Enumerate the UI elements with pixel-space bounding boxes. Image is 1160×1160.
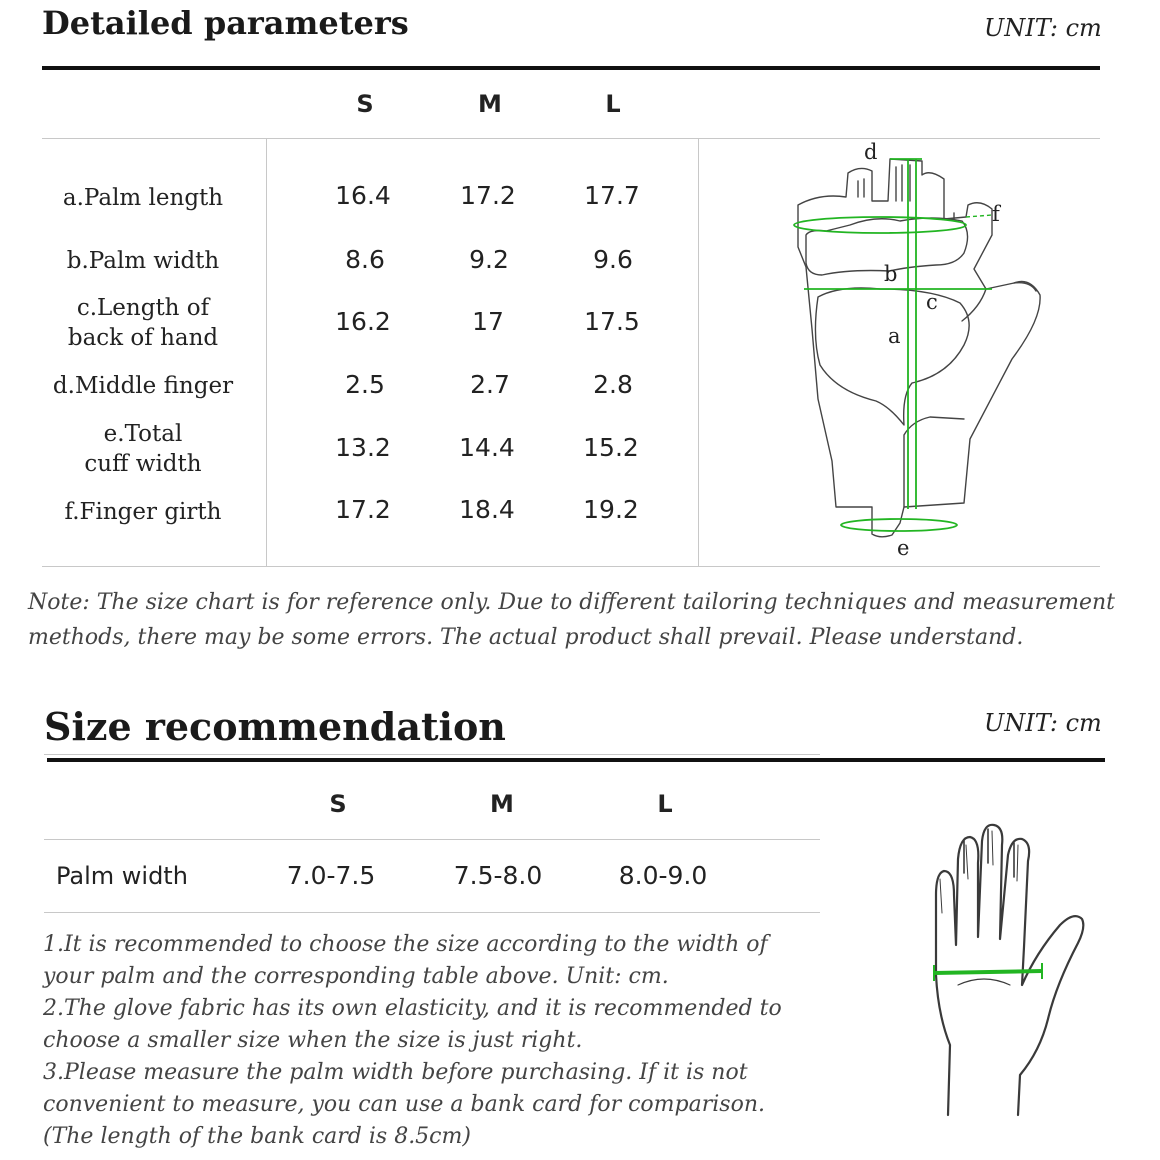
- cell-l: 17.7: [584, 181, 640, 210]
- rec-cell-m: 7.5-8.0: [453, 861, 543, 890]
- rec-size-header-m: M: [490, 790, 514, 818]
- instruction-line: your palm and the corresponding table above. Unit: cm.: [43, 964, 669, 989]
- size-chart-note: Note: The size chart is for reference only. Due to different tailoring techniques and measurement methods, there may be some errors. The actual product shall prevail. Please understand.: [28, 590, 1115, 650]
- size-header-m: M: [478, 90, 502, 118]
- cell-m: 17: [472, 307, 504, 336]
- thumb-tip: [1014, 283, 1036, 291]
- cuff-strap: [904, 417, 964, 507]
- diagram-column-divider: [698, 138, 699, 566]
- instruction-line: convenient to measure, you can use a bank card for comparison.: [43, 1092, 765, 1117]
- rec-header-divider: [44, 839, 820, 840]
- label-f: f: [992, 202, 1000, 226]
- thumb: [962, 289, 986, 321]
- cell-m: 2.7: [470, 370, 510, 399]
- detailed-unit: UNIT: cm: [984, 14, 1102, 42]
- recommendation-instructions: [43, 929, 782, 1153]
- cell-s: 8.6: [345, 245, 385, 274]
- size-header-s: S: [356, 90, 374, 118]
- rec-size-header-l: L: [657, 790, 673, 818]
- row-label: f.Finger girth: [64, 499, 222, 525]
- cell-l: 19.2: [583, 495, 639, 524]
- cell-m: 14.4: [459, 433, 515, 462]
- row-label: e.Total cuff width: [84, 421, 202, 477]
- label-d: d: [864, 140, 878, 164]
- instruction-line: 3.Please measure the palm width before purchasing. If it is not: [43, 1060, 748, 1085]
- row-label: b.Palm width: [66, 248, 220, 274]
- cell-m: 9.2: [469, 245, 509, 274]
- instruction-line: 1.It is recommended to choose the size according to the width of: [43, 932, 768, 957]
- label-a: a: [888, 324, 901, 348]
- rec-row-label: Palm width: [56, 862, 188, 890]
- cell-s: 2.5: [345, 370, 385, 399]
- size-header-l: L: [605, 90, 621, 118]
- cell-m: 17.2: [460, 181, 516, 210]
- cell-l: 15.2: [583, 433, 639, 462]
- palm-width-measure: [934, 971, 1042, 973]
- rec-row-divider: [44, 912, 820, 913]
- rec-cell-l: 8.0-9.0: [618, 861, 708, 890]
- label-e: e: [897, 536, 910, 560]
- cell-l: 2.8: [593, 370, 633, 399]
- instruction-line: choose a smaller size when the size is just right.: [43, 1028, 583, 1053]
- cell-s: 17.2: [335, 495, 391, 524]
- rec-cell-s: 7.0-7.5: [286, 861, 376, 890]
- hand-palm-diagram: [900, 815, 1100, 1120]
- label-column-divider: [266, 138, 267, 566]
- recommendation-unit: UNIT: cm: [984, 709, 1102, 737]
- recommendation-header-rule: [47, 758, 1105, 762]
- instruction-line: (The length of the bank card is 8.5cm): [43, 1124, 471, 1149]
- girth-pointer: [966, 215, 992, 217]
- rec-size-header-s: S: [329, 790, 347, 818]
- detailed-title: Detailed parameters: [42, 4, 409, 42]
- glove-diagram: [700, 139, 1100, 565]
- row-label: a.Palm length: [62, 185, 224, 211]
- label-b: b: [884, 262, 898, 286]
- title-underline: [44, 754, 820, 755]
- detailed-header-rule: [42, 66, 1100, 70]
- cell-m: 18.4: [459, 495, 515, 524]
- instruction-line: 2.The glove fabric has its own elasticity, and it is recommended to: [43, 996, 782, 1021]
- cell-s: 13.2: [335, 433, 391, 462]
- cell-s: 16.4: [335, 181, 391, 210]
- table-bottom-rule: [42, 566, 1100, 567]
- label-c: c: [926, 290, 938, 314]
- palm-pad: [815, 288, 969, 425]
- cell-l: 17.5: [584, 307, 640, 336]
- row-label: d.Middle finger: [52, 373, 234, 399]
- cell-s: 16.2: [335, 307, 391, 336]
- cell-l: 9.6: [593, 245, 633, 274]
- recommendation-title: Size recommendation: [44, 704, 506, 749]
- row-label: c.Length of back of hand: [67, 295, 219, 351]
- glove-outline: [798, 159, 1040, 537]
